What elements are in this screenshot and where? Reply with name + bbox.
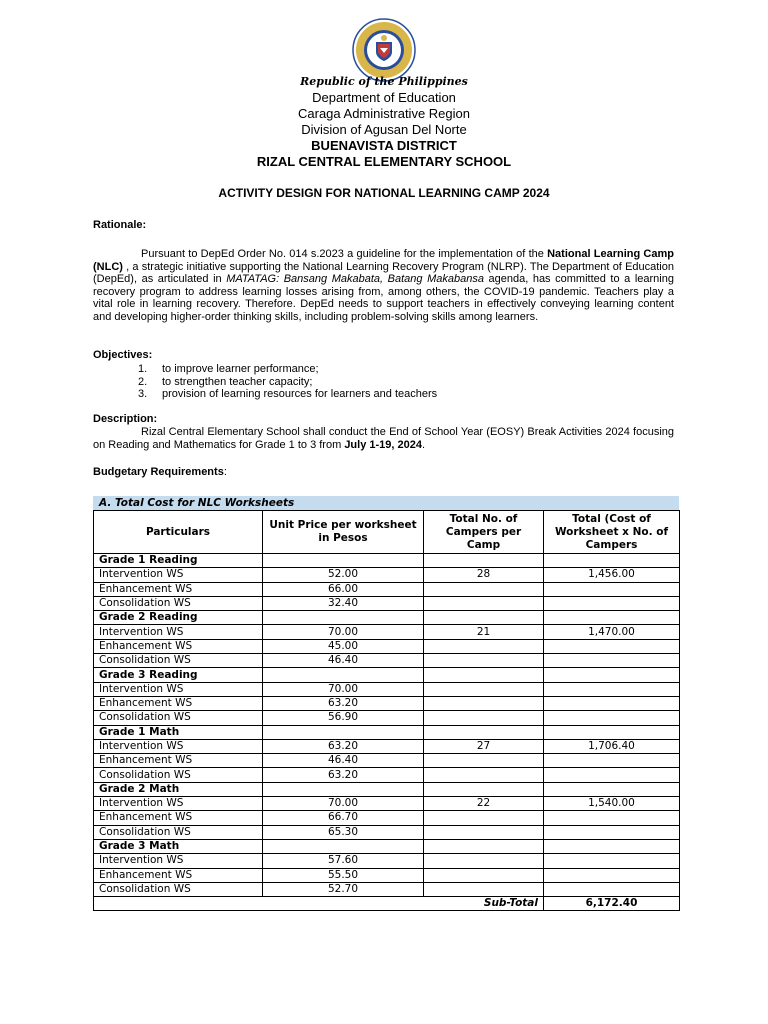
group-row: Grade 1 Math bbox=[94, 725, 680, 739]
rationale-label: Rationale: bbox=[93, 219, 147, 231]
subtotal-value: 6,172.40 bbox=[544, 897, 680, 911]
division-line: Division of Agusan Del Norte bbox=[301, 122, 467, 137]
table-row: Enhancement WS 66.00 bbox=[94, 582, 680, 596]
table-row: Intervention WS 70.00 21 1,470.00 bbox=[94, 625, 680, 639]
table-row: Intervention WS 70.00 22 1,540.00 bbox=[94, 797, 680, 811]
table-row: Consolidation WS 56.90 bbox=[94, 711, 680, 725]
table-row: Enhancement WS 63.20 bbox=[94, 696, 680, 710]
group-row: Grade 3 Reading bbox=[94, 668, 680, 682]
region-line: Caraga Administrative Region bbox=[298, 106, 470, 121]
group-row: Grade 3 Math bbox=[94, 839, 680, 853]
camp-dates: July 1-19, 2024 bbox=[344, 438, 422, 451]
subtotal-row bbox=[94, 897, 680, 911]
republic-line: Republic of the Philippines bbox=[300, 75, 468, 88]
table-row: Intervention WS 70.00 bbox=[94, 682, 680, 696]
group-row: Grade 2 Math bbox=[94, 782, 680, 796]
rationale-paragraph: Pursuant to DepEd Order No. 014 s.2023 a guideline for the implementation of the National Learning Camp (NLC) , a strategic initiative supporting the National Learning Recovery Program (NLRP). The Department of Education (DepEd), as articulated in MATATAG: Bansang Makabata, Batang Makabansa agenda, has committed to a learning recovery program to address learning losses arising from, among others, the COVID-19 pandemic. Teachers play a vital role in learning recovery. Therefore. DepEd needs to support teachers in effectively conveying learning content and developing higher-order thinking skills, including problem-solving skills among learners. bbox=[93, 248, 674, 323]
col-header-unit-price: Unit Price per worksheet in Pesos bbox=[263, 511, 424, 554]
table-row: Consolidation WS 46.40 bbox=[94, 654, 680, 668]
subtotal-label: Sub-Total bbox=[94, 897, 544, 911]
document-title: ACTIVITY DESIGN FOR NATIONAL LEARNING CAMP 2024 bbox=[218, 186, 550, 200]
table-row: Intervention WS 52.00 28 1,456.00 bbox=[94, 568, 680, 582]
table-row: Enhancement WS 55.50 bbox=[94, 868, 680, 882]
table-row: Intervention WS 63.20 27 1,706.40 bbox=[94, 739, 680, 753]
table-row: Consolidation WS 52.70 bbox=[94, 882, 680, 896]
school-line: RIZAL CENTRAL ELEMENTARY SCHOOL bbox=[256, 154, 512, 169]
group-row: Grade 2 Reading bbox=[94, 611, 680, 625]
col-header-total: Total (Cost of Worksheet x No. of Campers bbox=[544, 511, 680, 554]
worksheet-cost-table bbox=[93, 496, 679, 911]
description-label: Description: bbox=[93, 413, 158, 425]
objective-item: 2. to strengthen teacher capacity; bbox=[138, 375, 313, 388]
table-row: Consolidation WS 65.30 bbox=[94, 825, 680, 839]
nlc-term: National Learning Camp (NLC) bbox=[93, 248, 674, 273]
col-header-particulars: Particulars bbox=[94, 511, 263, 554]
table-row: Consolidation WS 32.40 bbox=[94, 596, 680, 610]
table-row: Consolidation WS 63.20 bbox=[94, 768, 680, 782]
matatag-term: MATATAG: Bansang Makabata, Batang Makabansa bbox=[226, 273, 484, 285]
col-header-campers: Total No. of Campers per Camp bbox=[424, 511, 544, 554]
objectives-list bbox=[138, 363, 437, 401]
objective-item: 1. to improve learner performance; bbox=[138, 363, 319, 375]
table-row: Enhancement WS 46.40 bbox=[94, 754, 680, 768]
deped-seal-logo bbox=[352, 18, 416, 82]
table-row: Intervention WS 57.60 bbox=[94, 854, 680, 868]
department-line: Department of Education bbox=[312, 90, 456, 105]
group-row: Grade 1 Reading bbox=[94, 554, 680, 568]
description-paragraph: Rizal Central Elementary School shall conduct the End of School Year (EOSY) Break Activities 2024 focusing on Reading and Mathematics for Grade 1 to 3 from July 1-19, 2024. bbox=[93, 426, 674, 451]
letterhead bbox=[0, 74, 768, 170]
objectives-label: Objectives: bbox=[93, 349, 153, 361]
table-caption: A. Total Cost for NLC Worksheets bbox=[93, 496, 679, 510]
table-row: Enhancement WS 45.00 bbox=[94, 639, 680, 653]
budget-label: Budgetary Requirements: bbox=[93, 466, 227, 478]
district-line: BUENAVISTA DISTRICT bbox=[311, 138, 457, 153]
table-row: Enhancement WS 66.70 bbox=[94, 811, 680, 825]
objective-item: 3. provision of learning resources for learners and teachers bbox=[138, 388, 438, 400]
